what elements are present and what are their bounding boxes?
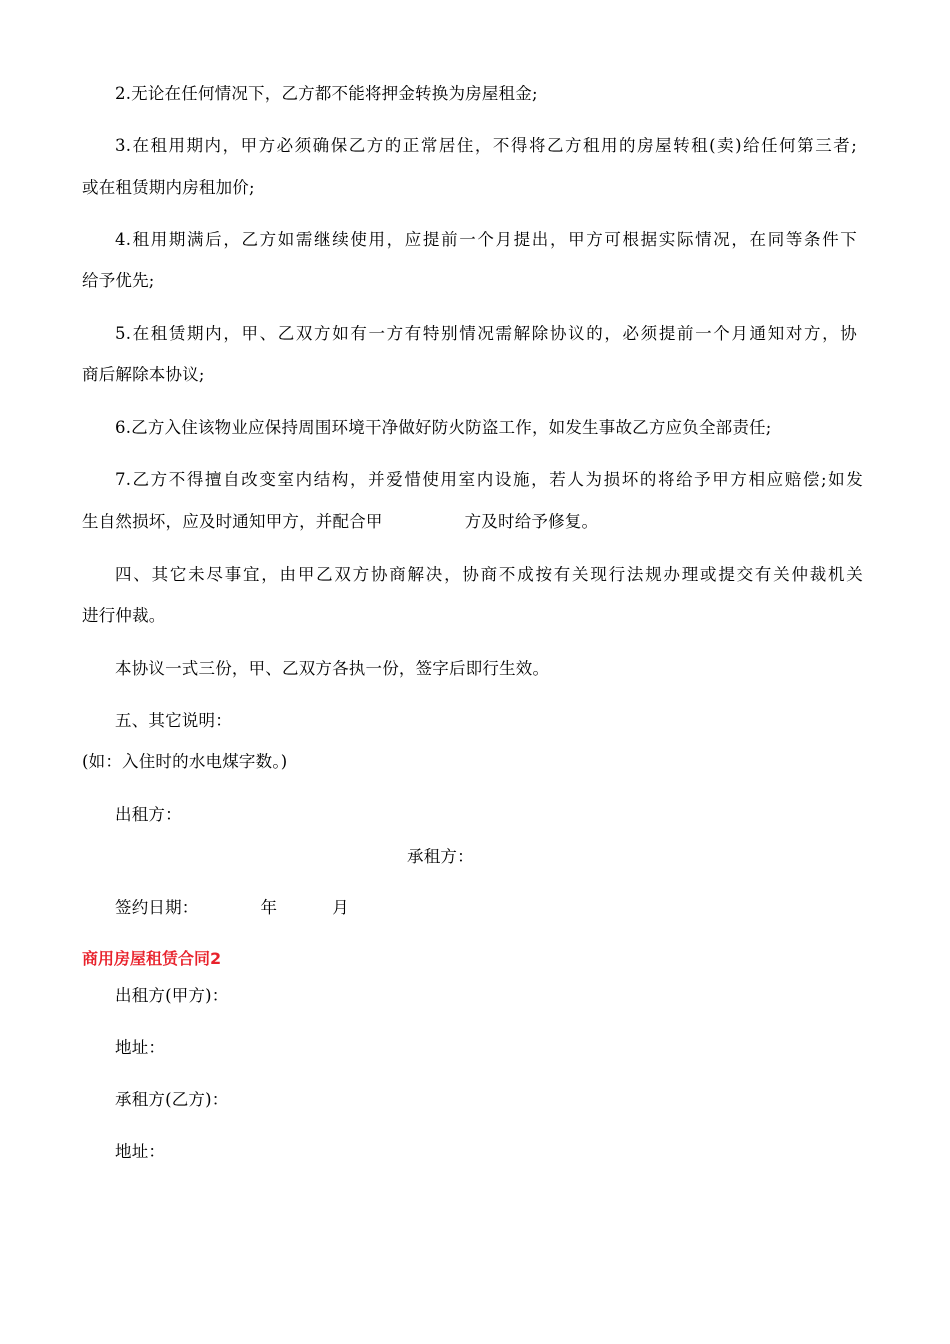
clause-7-line-2-part-1: 生自然损坏，应及时通知甲方，并配合甲 <box>82 512 383 531</box>
clause-7-line-2-part-2: 方及时给予修复。 <box>464 512 599 531</box>
clause-6: 6.乙方入住该物业应保持周围环境干净做好防火防盗工作，如发生事故乙方应负全部责任; <box>115 418 772 437</box>
section-4-line-1: 四、其它未尽事宜，由甲乙双方协商解决，协商不成按有关现行法规办理或提交有关仲裁机关 <box>115 565 863 584</box>
clause-2: 2.无论在任何情况下，乙方都不能将押金转换为房屋租金; <box>115 84 538 103</box>
clause-5-line-1: 5.在租赁期内，甲、乙双方如有一方有特别情况需解除协议的，必须提前一个月通知对方，协 <box>115 324 857 343</box>
sign-date-row <box>115 898 905 918</box>
agreement-copies: 本协议一式三份，甲、乙双方各执一份，签字后即行生效。 <box>115 659 550 678</box>
sign-date-year: 年 <box>260 898 278 917</box>
clause-4-line-1: 4.租用期满后，乙方如需继续使用，应提前一个月提出，甲方可根据实际情况，在同等条件下 <box>115 230 857 249</box>
lessor-signature-label: 出租方： <box>115 805 182 824</box>
clause-5-line-2: 商后解除本协议; <box>82 365 205 384</box>
sign-date-month: 月 <box>332 898 349 917</box>
lessee-signature-label: 承租方： <box>407 847 474 866</box>
clause-3-line-2: 或在租赁期内房租加价; <box>82 178 255 197</box>
clause-7-line-2 <box>82 512 872 532</box>
contract-2-lessor: 出租方(甲方)： <box>115 986 229 1005</box>
section-5-heading: 五、其它说明： <box>115 711 232 730</box>
section-5-note: (如：入住时的水电煤字数。) <box>82 752 288 771</box>
clause-3-line-1: 3.在租用期内，甲方必须确保乙方的正常居住，不得将乙方租用的房屋转租(卖)给任何第三者; <box>115 136 857 155</box>
contract-2-lessor-address: 地址： <box>115 1038 166 1057</box>
sign-date-label: 签约日期： <box>115 898 199 917</box>
contract-2-title: 商用房屋租赁合同2 <box>82 949 222 968</box>
contract-2-lessee: 承租方(乙方)： <box>115 1090 229 1109</box>
clause-7-line-1: 7.乙方不得擅自改变室内结构，并爱惜使用室内设施，若人为损坏的将给予甲方相应赔偿;如发 <box>115 470 863 489</box>
clause-4-line-2: 给予优先; <box>82 271 155 290</box>
contract-2-lessee-address: 地址： <box>115 1142 166 1161</box>
section-4-line-2: 进行仲裁。 <box>82 606 166 625</box>
